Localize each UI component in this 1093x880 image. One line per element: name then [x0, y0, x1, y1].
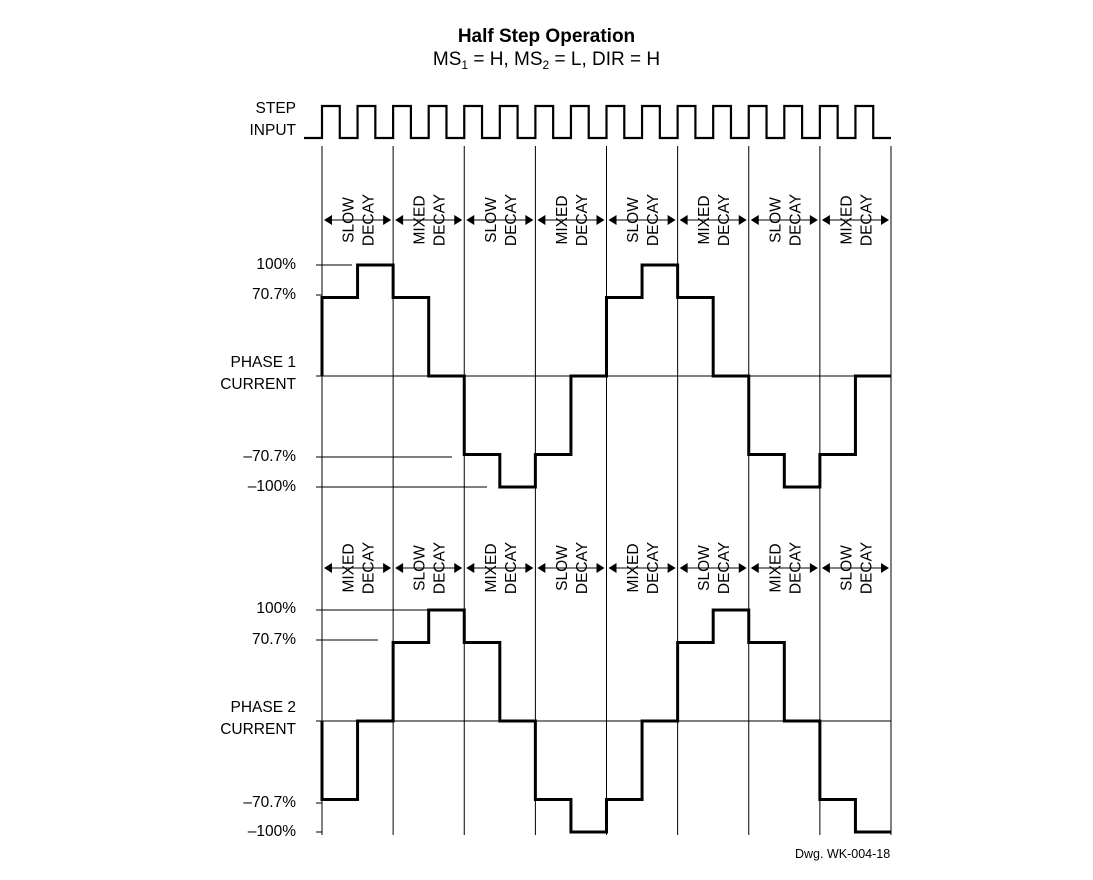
phase2-decay-label-word: DECAY: [502, 541, 520, 595]
phase1-label-line1: PHASE 1: [230, 354, 296, 371]
phase2-decay-arrow-right: [739, 563, 747, 573]
phase2-decay-arrow-right: [454, 563, 462, 573]
phase2-decay-arrow-left: [395, 563, 403, 573]
phase1-decay-arrow-left: [751, 215, 759, 225]
phase1-decay-label-word: SLOW: [625, 197, 643, 243]
phase1-decay-arrow-left: [395, 215, 403, 225]
phase1-decay-label-word: DECAY: [502, 193, 520, 247]
phase1-decay-label-word: DECAY: [431, 193, 449, 247]
phase1-decay-arrow-right: [668, 215, 676, 225]
phase2-decay-arrow-left: [751, 563, 759, 573]
phase1-decay-arrow-left: [680, 215, 688, 225]
phase2-decay-label-word: DECAY: [431, 541, 449, 595]
phase2-decay-arrow-right: [668, 563, 676, 573]
phase2-decay-label-word: SLOW: [411, 545, 429, 591]
phase1-decay-arrow-left: [324, 215, 332, 225]
phase1-decay-label-word: DECAY: [360, 193, 378, 247]
phase2-decay-label-word: SLOW: [553, 545, 571, 591]
phase2-level-neg70: –70.7%: [243, 794, 296, 811]
phase2-decay-label-word: DECAY: [645, 541, 663, 595]
phase1-level-70: 70.7%: [252, 286, 296, 303]
phase2-level-neg100: –100%: [247, 823, 296, 840]
ms1-value: = H,: [468, 49, 515, 70]
phase2-decay-arrow-left: [680, 563, 688, 573]
step-label-line1: STEP: [255, 100, 296, 117]
phase2-decay-label-word: DECAY: [858, 541, 876, 595]
phase2-level-70: 70.7%: [252, 631, 296, 648]
phase2-level-100: 100%: [256, 600, 296, 617]
phase1-decay-label-word: DECAY: [858, 193, 876, 247]
phase2-decay-arrow-right: [881, 563, 889, 573]
phase1-decay-label-word: DECAY: [645, 193, 663, 247]
phase1-decay-arrow-left: [537, 215, 545, 225]
phase2-decay-label-word: DECAY: [716, 541, 734, 595]
phase2-decay-arrow-left: [609, 563, 617, 573]
phase2-decay-label-word: SLOW: [838, 545, 856, 591]
phase1-level-neg100: –100%: [247, 478, 296, 495]
step-input-pulse-train: [304, 106, 891, 138]
phase2-decay-arrow-right: [810, 563, 818, 573]
phase2-decay-label-word: MIXED: [482, 543, 500, 593]
phase1-label-line2: CURRENT: [220, 376, 296, 393]
phase2-decay-arrow-right: [525, 563, 533, 573]
phase1-decay-label-word: DECAY: [716, 193, 734, 247]
ms1-subscript: 1: [461, 58, 469, 72]
phase1-level-100: 100%: [256, 256, 296, 273]
ms2-name: MS: [514, 49, 543, 70]
phase1-decay-arrow-right: [383, 215, 391, 225]
phase2-decay-arrow-right: [383, 563, 391, 573]
ms2-value: = L, DIR = H: [549, 49, 661, 70]
phase2-decay-label-word: MIXED: [340, 543, 358, 593]
phase1-decay-label-word: DECAY: [573, 193, 591, 247]
phase1-decay-label-word: DECAY: [787, 193, 805, 247]
phase1-decay-label-word: SLOW: [340, 197, 358, 243]
phase2-decay-label-word: MIXED: [625, 543, 643, 593]
phase2-decay-arrow-left: [822, 563, 830, 573]
phase1-decay-arrow-right: [454, 215, 462, 225]
phase1-decay-arrow-right: [739, 215, 747, 225]
phase2-decay-label-word: DECAY: [787, 541, 805, 595]
phase1-decay-arrow-left: [822, 215, 830, 225]
phase2-decay-arrow-left: [537, 563, 545, 573]
phase1-decay-label-word: SLOW: [482, 197, 500, 243]
phase2-decay-label-word: SLOW: [696, 545, 714, 591]
phase1-decay-label-word: MIXED: [696, 195, 714, 245]
drawing-number: Dwg. WK-004-18: [795, 847, 891, 861]
phase1-decay-label-word: SLOW: [767, 197, 785, 243]
phase2-decay-label-word: DECAY: [573, 541, 591, 595]
phase2-decay-arrow-left: [324, 563, 332, 573]
ms1-name: MS: [432, 49, 462, 70]
phase1-decay-arrow-right: [881, 215, 889, 225]
phase2-label-line1: PHASE 2: [230, 699, 296, 716]
phase1-decay-arrow-left: [466, 215, 474, 225]
phase2-label-line2: CURRENT: [220, 721, 296, 738]
phase2-decay-arrow-right: [597, 563, 605, 573]
phase1-decay-arrow-left: [609, 215, 617, 225]
phase2-decay-arrow-left: [466, 563, 474, 573]
phase1-decay-arrow-right: [810, 215, 818, 225]
phase2-decay-label-word: DECAY: [360, 541, 378, 595]
phase2-decay-label-word: MIXED: [767, 543, 785, 593]
step-label-line2: INPUT: [249, 122, 296, 139]
phase1-decay-arrow-right: [525, 215, 533, 225]
diagram-title: Half Step Operation: [457, 26, 636, 47]
phase1-level-neg70: –70.7%: [243, 448, 296, 465]
ms2-subscript: 2: [542, 58, 550, 72]
phase1-decay-arrow-right: [597, 215, 605, 225]
phase1-decay-label-word: MIXED: [411, 195, 429, 245]
phase1-decay-label-word: MIXED: [553, 195, 571, 245]
phase1-decay-label-word: MIXED: [838, 195, 856, 245]
